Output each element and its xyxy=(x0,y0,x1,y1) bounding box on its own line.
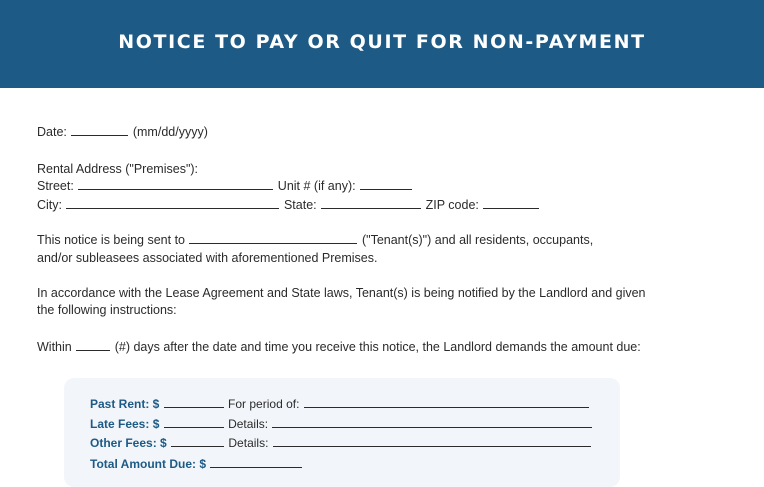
amount-due-box xyxy=(64,378,620,487)
date-format-hint: (mm/dd/yyyy) xyxy=(132,125,208,139)
unit-label: Unit # (if any): xyxy=(277,179,356,193)
other-fees-label: Other Fees: $ xyxy=(90,436,167,450)
street-row xyxy=(37,178,413,194)
other-fees-row xyxy=(90,435,592,451)
days-field[interactable] xyxy=(76,339,110,351)
other-fees-details-label: Details: xyxy=(228,436,269,450)
late-fees-details-field[interactable] xyxy=(272,416,592,428)
city-label: City: xyxy=(37,198,62,212)
state-field[interactable] xyxy=(321,197,421,209)
period-field[interactable] xyxy=(304,396,589,408)
late-fees-row xyxy=(90,416,593,432)
other-fees-field[interactable] xyxy=(171,435,224,447)
city-field[interactable] xyxy=(66,197,279,209)
city-row xyxy=(37,197,540,213)
date-field[interactable] xyxy=(71,124,128,136)
unit-field[interactable] xyxy=(360,178,412,190)
header-banner xyxy=(0,0,764,88)
within-row xyxy=(37,339,641,355)
within-prefix: Within xyxy=(37,340,72,354)
notice-line-2: and/or subleasees associated with aforementioned Premises. xyxy=(37,251,378,265)
accordance-line-2: the following instructions: xyxy=(37,303,177,317)
total-field[interactable] xyxy=(210,456,302,468)
past-rent-row xyxy=(90,396,590,412)
notice-suffix: ("Tenant(s)") and all residents, occupants, xyxy=(361,233,594,247)
street-field[interactable] xyxy=(78,178,273,190)
document-title: NOTICE TO PAY OR QUIT FOR NON-PAYMENT xyxy=(118,31,646,53)
date-row xyxy=(37,124,208,140)
past-rent-label: Past Rent: $ xyxy=(90,397,160,411)
late-fees-details-label: Details: xyxy=(228,417,269,431)
zip-field[interactable] xyxy=(483,197,539,209)
date-label: Date: xyxy=(37,125,67,139)
period-label: For period of: xyxy=(228,397,300,411)
accordance-line-1: In accordance with the Lease Agreement and State laws, Tenant(s) is being notified by the Landlord and given xyxy=(37,286,646,300)
late-fees-field[interactable] xyxy=(164,416,224,428)
within-suffix: (#) days after the date and time you receive this notice, the Landlord demands the amount due: xyxy=(114,340,641,354)
rental-address-label: Rental Address ("Premises"): xyxy=(37,162,199,176)
zip-label: ZIP code: xyxy=(425,198,479,212)
late-fees-label: Late Fees: $ xyxy=(90,417,160,431)
street-label: Street: xyxy=(37,179,74,193)
total-label: Total Amount Due: $ xyxy=(90,457,206,471)
past-rent-field[interactable] xyxy=(164,396,224,408)
state-label: State: xyxy=(283,198,317,212)
other-fees-details-field[interactable] xyxy=(273,435,591,447)
notice-row xyxy=(37,232,593,248)
notice-prefix: This notice is being sent to xyxy=(37,233,185,247)
total-row xyxy=(90,456,303,472)
tenant-name-field[interactable] xyxy=(189,232,357,244)
